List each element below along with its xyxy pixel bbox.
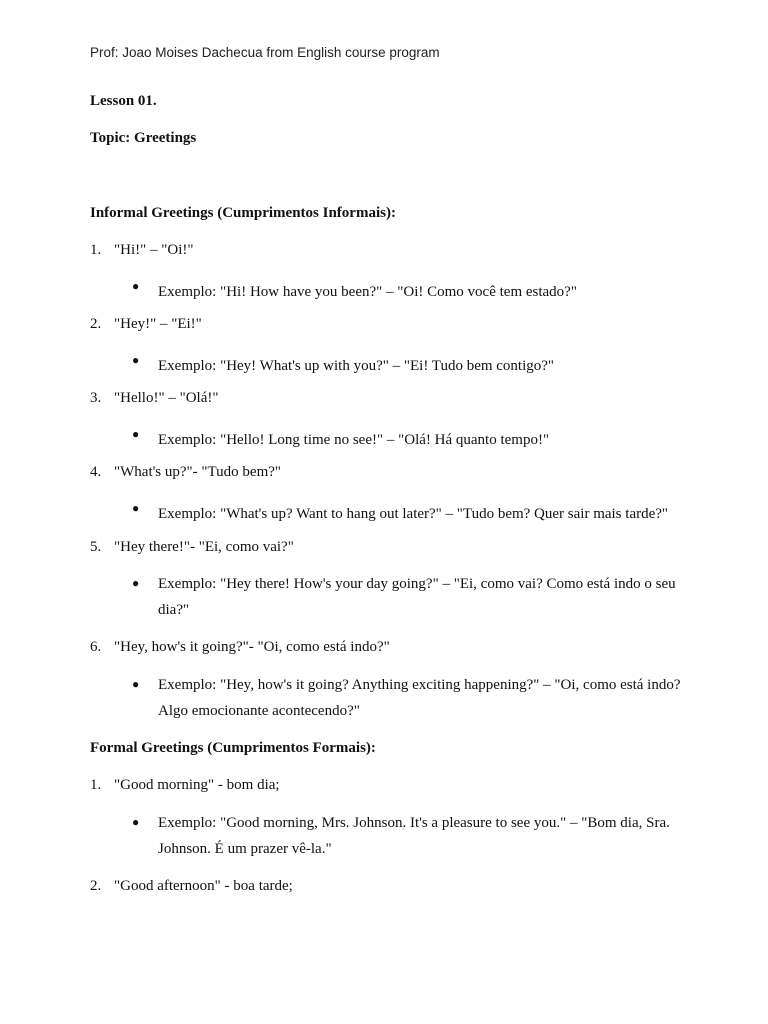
item-number: 4. bbox=[90, 464, 102, 480]
item-text: "Hey!" – "Ei!" bbox=[114, 316, 202, 332]
page-header: Prof: Joao Moises Dachecua from English course program bbox=[90, 45, 440, 60]
bullet-icon: ● bbox=[132, 815, 140, 829]
example-text: Exemplo: "Hey there! How's your day going?" – "Ei, como vai? Como está indo o seu dia?" bbox=[158, 576, 676, 618]
item-number: 1. bbox=[90, 242, 102, 258]
example-text: Exemplo: "Good morning, Mrs. Johnson. It's a pleasure to see you." – "Bom dia, Sra. Johnson. É um prazer vê-la." bbox=[158, 815, 670, 857]
bullet-icon: ● bbox=[132, 677, 140, 691]
item-number: 5. bbox=[90, 539, 102, 555]
item-text: "What's up?"- "Tudo bem?" bbox=[114, 464, 282, 480]
example-text: Exemplo: "Hi! How have you been?" – "Oi! Como você tem estado?" bbox=[158, 284, 577, 300]
item-text: "Hello!" – "Olá!" bbox=[114, 390, 219, 406]
example-text: Exemplo: "What's up? Want to hang out later?" – "Tudo bem? Quer sair mais tarde?" bbox=[158, 506, 669, 522]
item-text: "Hi!" – "Oi!" bbox=[114, 242, 194, 258]
bullet-icon: ● bbox=[132, 279, 140, 293]
example-text: Exemplo: "Hello! Long time no see!" – "Olá! Há quanto tempo!" bbox=[158, 432, 550, 448]
item-number: 6. bbox=[90, 639, 102, 655]
item-number: 3. bbox=[90, 390, 102, 406]
informal-heading: Informal Greetings (Cumprimentos Informais): bbox=[90, 205, 396, 221]
example-text: Exemplo: "Hey, how's it going? Anything exciting happening?" – "Oi, como está indo? Algo emocionante acontecendo?" bbox=[158, 677, 681, 719]
bullet-icon: ● bbox=[132, 427, 140, 441]
item-number: 2. bbox=[90, 316, 102, 332]
item-text: "Hey there!"- "Ei, como vai?" bbox=[114, 539, 294, 555]
topic-title: Topic: Greetings bbox=[90, 130, 197, 146]
bullet-icon: ● bbox=[132, 353, 140, 367]
formal-heading: Formal Greetings (Cumprimentos Formais): bbox=[90, 740, 376, 756]
lesson-title: Lesson 01. bbox=[90, 93, 157, 109]
bullet-icon: ● bbox=[132, 501, 140, 515]
item-number: 2. bbox=[90, 878, 102, 894]
item-text: "Hey, how's it going?"- "Oi, como está indo?" bbox=[114, 639, 390, 655]
item-text: "Good morning" - bom dia; bbox=[114, 777, 280, 793]
example-text: Exemplo: "Hey! What's up with you?" – "Ei! Tudo bem contigo?" bbox=[158, 358, 555, 374]
item-number: 1. bbox=[90, 777, 102, 793]
bullet-icon: ● bbox=[132, 576, 140, 590]
item-text: "Good afternoon" - boa tarde; bbox=[114, 878, 293, 894]
